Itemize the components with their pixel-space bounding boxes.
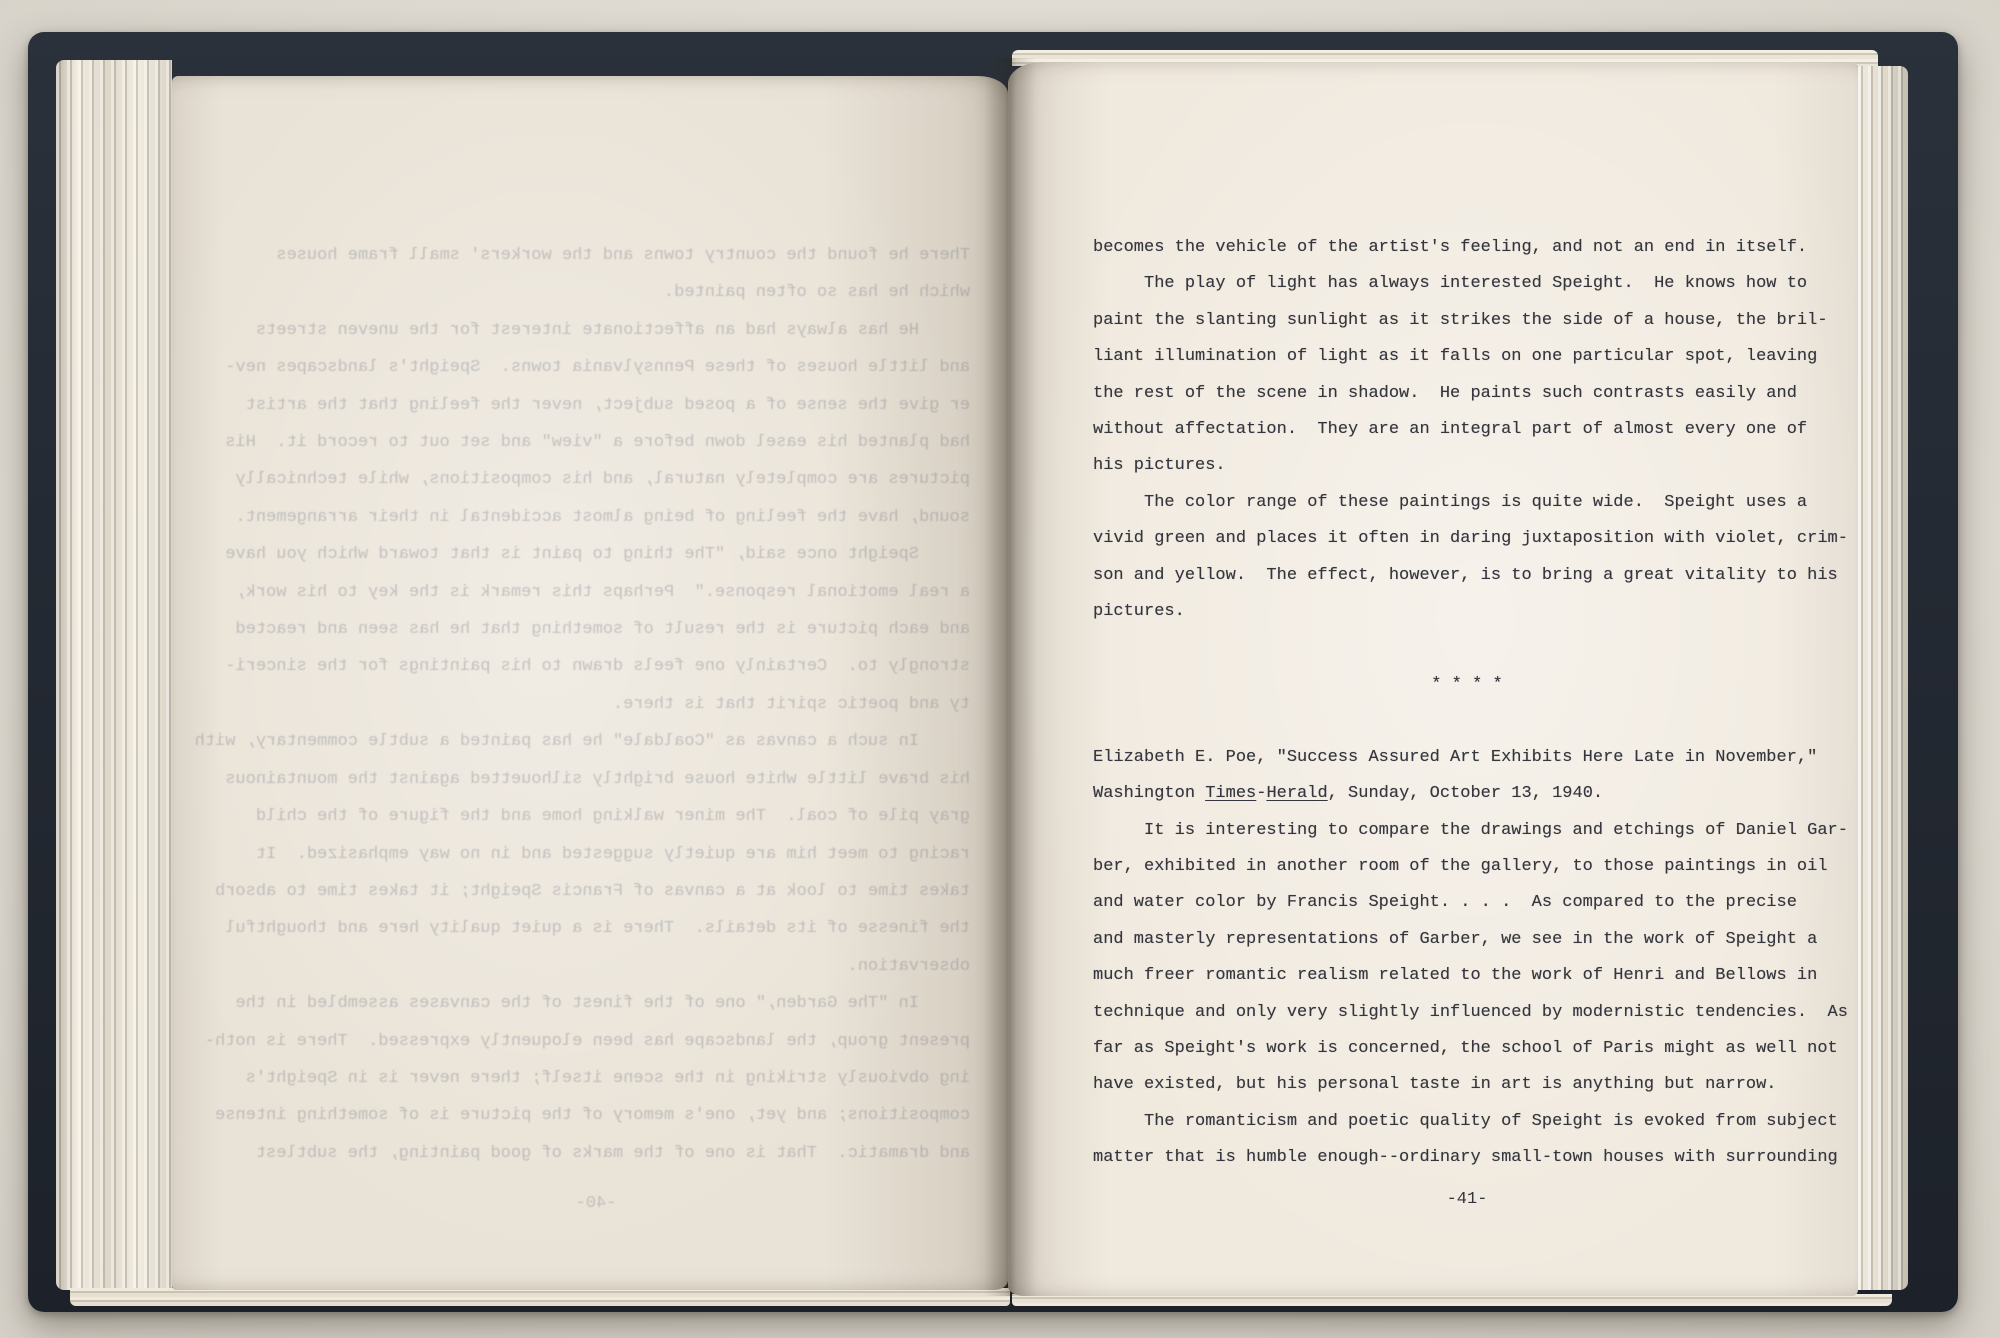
- ghost-text-showthrough: [194, 237, 970, 1172]
- ghost-line: sound, have the feeling of being almost accidental in their arrangement.: [235, 507, 970, 527]
- ghost-line: and dramatic. That is one of the marks of good painting, the subtlest: [255, 1143, 970, 1163]
- typed-line: without affectation. They are an integral part of almost every one of: [1093, 420, 1808, 440]
- typed-line: pictures.: [1093, 602, 1185, 622]
- typed-line: ber, exhibited in another room of the gallery, to those paintings in oil: [1093, 856, 1828, 876]
- typed-line: vivid green and places it often in daring juxtaposition with violet, crim-: [1093, 529, 1848, 549]
- typed-line: matter that is humble enough--ordinary small-town houses with surrounding: [1093, 1148, 1838, 1168]
- ghost-line: er give the sense of a posed subject, never the feeling that the artist: [245, 395, 970, 415]
- typed-line: technique and only very slightly influenced by modernistic tendencies. As: [1093, 1002, 1848, 1022]
- typed-line: the rest of the scene in shadow. He paints such contrasts easily and: [1093, 383, 1797, 403]
- typed-line: [1093, 703, 1841, 739]
- typed-line: his pictures.: [1093, 456, 1226, 476]
- ghost-line: a real emotional response." Perhaps this remark is the key to his work,: [235, 582, 970, 602]
- ghost-page-number: -40-: [575, 1194, 617, 1213]
- text-segment: Washington: [1093, 784, 1206, 804]
- ghost-line: compositions; and yet, one's memory of the picture is of something intense: [215, 1106, 970, 1126]
- ghost-line: There he found the country towns and the workers' small frame houses: [276, 246, 970, 265]
- ghost-line: his brave little white house brightly silhouetted against the mountainous: [225, 769, 970, 789]
- typed-line: have existed, but his personal taste in art is anything but narrow.: [1093, 1075, 1777, 1095]
- page-edges-right: [1858, 66, 1908, 1290]
- typed-line: The romanticism and poetic quality of Speight is evoked from subject: [1093, 1111, 1838, 1131]
- typed-line: The play of light has always interested Speight. He knows how to: [1093, 274, 1808, 294]
- ghost-line: racing to meet him are quietly suggested and in no way emphasized. It: [255, 844, 970, 864]
- typed-line: and water color by Francis Speight. . . . As compared to the precise: [1093, 893, 1797, 913]
- right-page: [1008, 62, 1858, 1296]
- ghost-line: observation.: [847, 956, 970, 976]
- typescript-text: [1093, 230, 1848, 1177]
- ghost-line: He has always had an affectionate interest for the uneven streets: [255, 320, 970, 340]
- ghost-line: had planted his easel down before a "view" and set out to record it. His: [225, 433, 970, 453]
- ghost-line: strongly to. Certainly one feels drawn to his paintings for the sinceri-: [225, 657, 970, 677]
- typed-line: liant illumination of light as it falls on one particular spot, leaving: [1093, 347, 1818, 367]
- typed-line: son and yellow. The effect, however, is to bring a great vitality to his: [1093, 565, 1838, 585]
- ghost-line: gray pile of coal. The miner walking home and the figure of the child: [255, 807, 970, 827]
- ghost-line: which he has so often painted.: [663, 283, 970, 303]
- ghost-line: and each picture is the result of something that he has seen and reacted: [235, 620, 970, 640]
- typed-line: and masterly representations of Garber, we see in the work of Speight a: [1093, 929, 1818, 949]
- ghost-line: takes time to look at a canvas of Francis Speight; it takes time to absorb: [215, 881, 970, 901]
- typed-line: The color range of these paintings is quite wide. Speight uses a: [1093, 492, 1808, 512]
- ghost-line: and little houses of these Pennsylvania towns. Speight's landscapes nev-: [225, 358, 970, 378]
- typed-line: It is interesting to compare the drawings and etchings of Daniel Gar-: [1093, 820, 1848, 840]
- ghost-line: ty and poetic spirit that is there.: [612, 694, 970, 714]
- typed-line: far as Speight's work is concerned, the school of Paris might as well not: [1093, 1038, 1838, 1058]
- ghost-line: pictures are completely natural, and his compositions, while technically: [235, 470, 970, 490]
- underlined-text: Herald: [1266, 784, 1328, 804]
- ghost-line: In "The Garden," one of the finest of the canvases assembled in the: [235, 994, 970, 1014]
- text-segment: , Sunday, October 13, 1940.: [1327, 784, 1604, 804]
- ghost-line: Speight once said, "The thing to paint is that toward which you have: [225, 545, 970, 565]
- page-edges-left: [56, 60, 172, 1290]
- typed-line: much freer romantic realism related to the work of Henri and Bellows in: [1093, 966, 1818, 986]
- page-number: -41-: [1446, 1190, 1488, 1209]
- typed-line: [1093, 776, 1841, 812]
- typed-line: [1093, 630, 1841, 666]
- ghost-line: present group, the landscape has been eloquently expressed. There is noth-: [204, 1031, 970, 1051]
- ghost-line: ing obviously striking in the scene itself; there never is in Speight's: [245, 1068, 970, 1088]
- typed-line: paint the slanting sunlight as it strikes the side of a house, the bril-: [1093, 310, 1828, 330]
- ghost-line: In such a canvas as "Coaldale" he has painted a subtle commentary, with: [194, 732, 970, 752]
- typed-line: * * * *: [1431, 674, 1503, 694]
- ghost-line: the finesse of its details. There is a quiet quality here and thoughtful: [225, 919, 970, 939]
- typed-line: becomes the vehicle of the artist's feeling, and not an end in itself.: [1093, 238, 1808, 257]
- left-page: [172, 76, 1008, 1290]
- typed-line: Elizabeth E. Poe, "Success Assured Art Exhibits Here Late in November,": [1093, 747, 1818, 767]
- underlined-text: Times: [1205, 784, 1257, 804]
- text-segment: -: [1256, 784, 1267, 804]
- page-edges-bottom-left: [70, 1288, 1010, 1306]
